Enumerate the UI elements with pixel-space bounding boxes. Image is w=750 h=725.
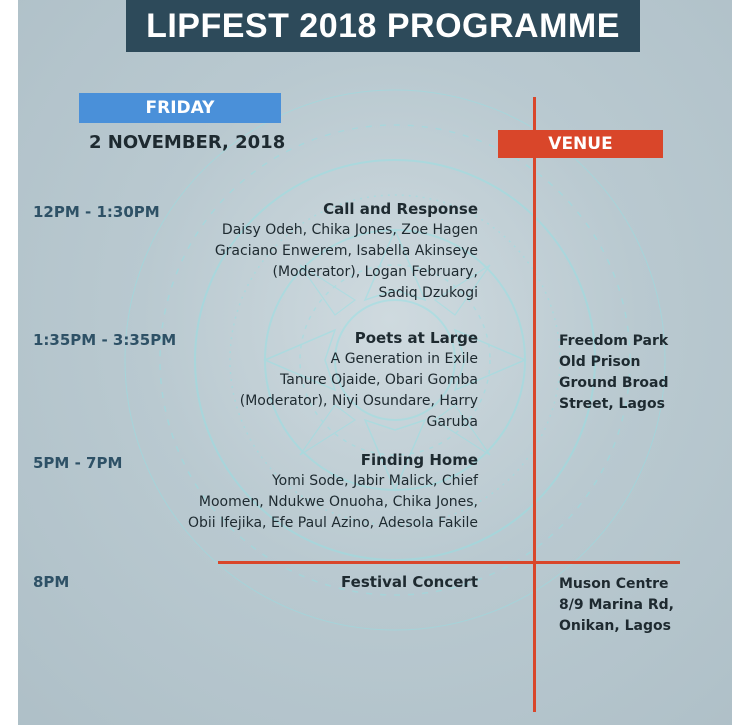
session-title: Poets at Large bbox=[354, 329, 478, 347]
session-participants-line: Tanure Ojaide, Obari Gomba bbox=[280, 372, 478, 388]
session-participants-line: Yomi Sode, Jabir Malick, Chief bbox=[271, 473, 478, 489]
page-title: LIPFEST 2018 PROGRAMME bbox=[126, 0, 640, 52]
venue-line: Onikan, Lagos bbox=[559, 618, 671, 634]
venue-line: Freedom Park bbox=[559, 333, 669, 349]
event-date: 2 NOVEMBER, 2018 bbox=[89, 132, 286, 153]
schedule-divider-horizontal bbox=[218, 561, 680, 564]
session-time: 5PM - 7PM bbox=[33, 454, 123, 472]
left-margin bbox=[0, 0, 18, 725]
venue-line: Muson Centre bbox=[559, 576, 669, 592]
session-title: Call and Response bbox=[323, 200, 478, 218]
session-title: Festival Concert bbox=[341, 573, 478, 591]
session-title: Finding Home bbox=[360, 451, 478, 469]
venue-divider-vertical bbox=[533, 97, 536, 712]
session-time: 8PM bbox=[33, 573, 70, 591]
venue-line: 8/9 Marina Rd, bbox=[559, 597, 674, 613]
session-participants-line: Obii Ifejika, Efe Paul Azino, Adesola Fakile bbox=[188, 515, 478, 531]
right-margin bbox=[732, 0, 750, 725]
session-participants-line: Moomen, Ndukwe Onuoha, Chika Jones, bbox=[198, 494, 478, 510]
session-block bbox=[215, 199, 478, 304]
session-participants-line: Sadiq Dzukogi bbox=[378, 285, 478, 301]
session-block bbox=[341, 572, 478, 593]
session-participants-line: Daisy Odeh, Chika Jones, Zoe Hagen bbox=[221, 222, 478, 238]
session-block bbox=[240, 328, 478, 433]
venue-header: VENUE bbox=[498, 130, 663, 158]
venue-line: Ground Broad bbox=[559, 375, 669, 391]
session-participants-line: (Moderator), Logan February, bbox=[272, 264, 478, 280]
session-participants-line: A Generation in Exile bbox=[330, 351, 478, 367]
venue-line: Old Prison bbox=[559, 354, 641, 370]
session-participants-line: (Moderator), Niyi Osundare, Harry bbox=[239, 393, 478, 409]
session-time: 12PM - 1:30PM bbox=[33, 203, 160, 221]
session-time: 1:35PM - 3:35PM bbox=[33, 331, 177, 349]
session-participants-line: Garuba bbox=[426, 414, 478, 430]
session-participants-line: Graciano Enwerem, Isabella Akinseye bbox=[214, 243, 478, 259]
day-label: FRIDAY bbox=[79, 93, 281, 123]
venue-block bbox=[559, 331, 669, 415]
venue-line: Street, Lagos bbox=[559, 396, 665, 412]
session-block bbox=[188, 450, 478, 534]
venue-block bbox=[559, 574, 674, 637]
